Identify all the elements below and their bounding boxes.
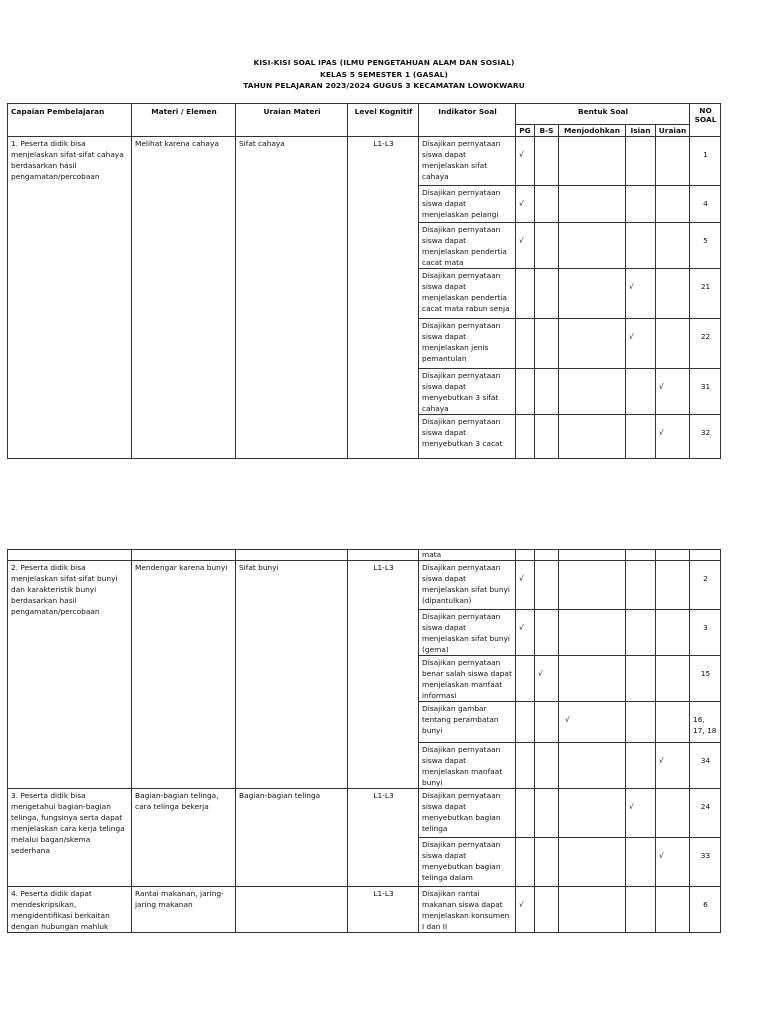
document-subtitle: KELAS 5 SEMESTER 1 (GASAL)	[320, 70, 448, 79]
header-menjodohkan: Menjodohkan	[559, 125, 626, 137]
materi-cell: Rantai makanan, jaring-jaring makanan	[132, 887, 236, 933]
no-soal-cell: 3	[690, 610, 721, 656]
indikator-cell: Disajikan pernyataan siswa dapat menjelaskan manfaat bunyi	[419, 743, 516, 789]
check-mark: √	[626, 269, 656, 319]
indikator-cell: Disajikan rantai makanan siswa dapat menjelaskan konsumen I dan II	[419, 887, 516, 933]
level-cell: L1-L3	[348, 887, 419, 933]
check-mark: √	[516, 137, 535, 186]
header-pg: PG	[516, 125, 535, 137]
no-soal-cell: 5	[690, 223, 721, 269]
uraian-materi-cell: Sifat cahaya	[236, 137, 348, 459]
check-mark: √	[516, 223, 535, 269]
no-soal-cell: 33	[690, 838, 721, 887]
uraian-materi-cell	[236, 887, 348, 933]
level-cell: L1-L3	[348, 789, 419, 887]
no-soal-cell: 2	[690, 561, 721, 610]
indikator-continued: mata	[419, 550, 516, 561]
header-capaian: Capaian Pembelajaran	[8, 104, 132, 137]
table-row	[8, 561, 721, 610]
check-mark: √	[656, 838, 690, 887]
indikator-cell: Disajikan pernyataan siswa dapat menyebutkan 3 cacat	[419, 415, 516, 459]
capaian-cell: 4. Peserta didik dapat mendeskripsikan, mengidentifikasi berkaitan dengan hubungan mahluk	[8, 887, 132, 933]
materi-cell: Mendengar karena bunyi	[132, 561, 236, 789]
capaian-cell: 1. Peserta didik bisa menjelaskan sifat-sifat cahaya berdasarkan hasil pengamatan/percobaan	[8, 137, 132, 459]
table-row	[8, 550, 721, 561]
indikator-cell: Disajikan pernyataan siswa dapat menjelaskan sifat bunyi (dipantulkan)	[419, 561, 516, 610]
indikator-cell: Disajikan pernyataan siswa dapat menjelaskan pendertia cacat mata rabun senja	[419, 269, 516, 319]
indikator-cell: Disajikan pernyataan siswa dapat menjelaskan sifat bunyi (gema)	[419, 610, 516, 656]
header-indikator: Indikator Soal	[419, 104, 516, 137]
uraian-materi-cell: Bagian-bagian telinga	[236, 789, 348, 887]
materi-cell: Bagian-bagian telinga, cara telinga bekerja	[132, 789, 236, 887]
no-soal-cell: 32	[690, 415, 721, 459]
header-materi: Materi / Elemen	[132, 104, 236, 137]
check-mark: √	[516, 186, 535, 223]
check-mark: √	[656, 369, 690, 415]
document-year-line: TAHUN PELAJARAN 2023/2024 GUGUS 3 KECAMATAN LOWOKWARU	[243, 81, 525, 90]
indikator-cell: Disajikan pernyataan siswa dapat menjelaskan pendertia cacat mata	[419, 223, 516, 269]
header-bs: B-S	[535, 125, 559, 137]
kisi-kisi-table-page-2	[7, 549, 721, 933]
no-soal-cell: 6	[690, 887, 721, 933]
capaian-cell: 2. Peserta didik bisa menjelaskan sifat-sifat bunyi dan karakteristik bunyi berdasarkan hasil pengamatan/percobaan	[8, 561, 132, 789]
header-uraian: Uraian	[656, 125, 690, 137]
header-level: Level Kognitif	[348, 104, 419, 137]
no-soal-cell: 24	[690, 789, 721, 838]
header-uraian-materi: Uraian Materi	[236, 104, 348, 137]
level-cell: L1-L3	[348, 137, 419, 459]
check-mark: √	[516, 610, 535, 656]
check-mark: √	[656, 415, 690, 459]
indikator-cell: Disajikan pernyataan siswa dapat menyebutkan bagian telinga	[419, 789, 516, 838]
header-no-soal: NO SOAL	[690, 104, 721, 137]
check-mark: √	[656, 743, 690, 789]
no-soal-cell: 4	[690, 186, 721, 223]
no-soal-cell: 21	[690, 269, 721, 319]
indikator-cell: Disajikan pernyataan siswa dapat menjelaskan sifat cahaya	[419, 137, 516, 186]
header-bentuk-soal: Bentuk Soal	[516, 104, 690, 125]
no-soal-cell: 34	[690, 743, 721, 789]
check-mark: √	[626, 319, 656, 369]
indikator-cell: Disajikan pernyataan siswa dapat menjelaskan pelangi	[419, 186, 516, 223]
indikator-cell: Disajikan pernyataan siswa dapat menjelaskan jenis pemantulan	[419, 319, 516, 369]
no-soal-cell: 15	[690, 656, 721, 702]
indikator-cell: Disajikan pernyataan siswa dapat menyebutkan bagian telinga dalam	[419, 838, 516, 887]
indikator-cell: Disajikan gambar tentang perambatan bunyi	[419, 702, 516, 743]
kisi-kisi-table-page-1	[7, 103, 721, 459]
capaian-cell: 3. Peserta didik bisa mengetahui bagian-bagian telinga, fungsinya serta dapat menjelaskan cara kerja telinga melalui bagan/skema sederhana	[8, 789, 132, 887]
check-mark: √	[516, 887, 535, 933]
no-soal-cell: 22	[690, 319, 721, 369]
header-isian: Isian	[626, 125, 656, 137]
materi-cell: Melihat karena cahaya	[132, 137, 236, 459]
uraian-materi-cell: Sifat bunyi	[236, 561, 348, 789]
indikator-cell: Disajikan pernyataan siswa dapat menyebutkan 3 sifat cahaya	[419, 369, 516, 415]
level-cell: L1-L3	[348, 561, 419, 789]
no-soal-cell: 31	[690, 369, 721, 415]
indikator-cell: Disajikan pernyataan benar salah siswa dapat menjelaskan manfaat informasi	[419, 656, 516, 702]
check-mark: √	[559, 702, 626, 743]
document-title: KISI-KISI SOAL IPAS (ILMU PENGETAHUAN ALAM DAN SOSIAL)	[253, 58, 515, 67]
check-mark: √	[516, 561, 535, 610]
table-row	[8, 137, 721, 186]
no-soal-cell: 1	[690, 137, 721, 186]
table-row	[8, 887, 721, 933]
table-row	[8, 789, 721, 838]
check-mark: √	[535, 656, 559, 702]
no-soal-cell: 16, 17, 18	[690, 702, 721, 743]
check-mark: √	[626, 789, 656, 838]
